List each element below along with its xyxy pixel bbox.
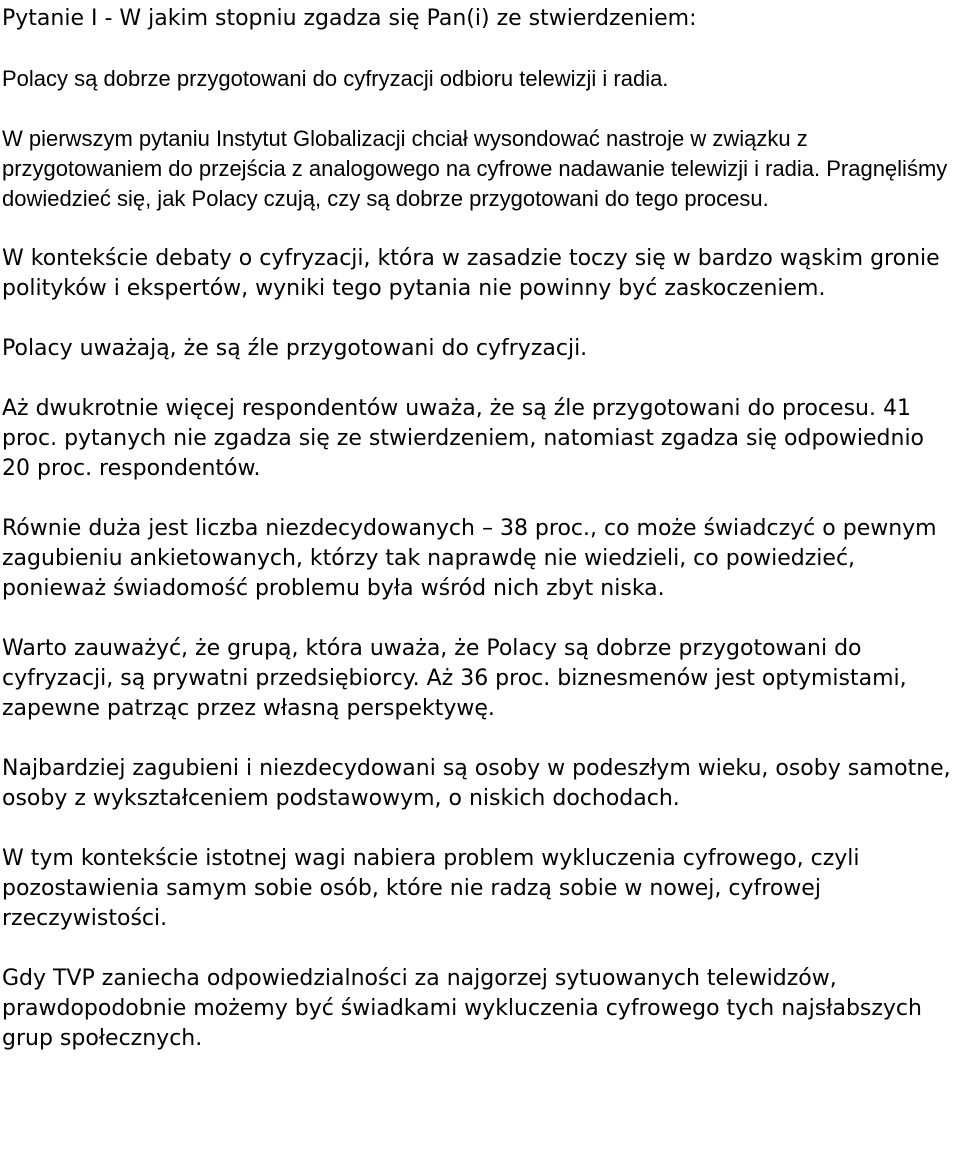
elderly-paragraph: Najbardziej zagubieni i niezdecydowani są osoby w podeszłym wieku, osoby samotne, osoby z wykształceniem podstawowym, o niskich dochodach. [2,756,951,811]
intro-paragraph: W pierwszym pytaniu Instytut Globalizacji chciał wysondować nastroje w związku z przygotowaniem do przejścia z analogowego na cyfrowe nadawanie telewizji i radia. Pragnęliśmy dowiedzieć się, jak Polacy czują, czy są dobrze przygotowani do tego procesu. [2,126,948,211]
question-heading: Pytanie I - W jakim stopniu zgadza się Pan(i) ze stwierdzeniem: [2,6,697,31]
question-statement: Polacy są dobrze przygotowani do cyfryzacji odbioru telewizji i radia. [2,66,669,91]
tvp-paragraph: Gdy TVP zaniecha odpowiedzialności za najgorzej sytuowanych telewidzów, prawdopodobnie możemy być świadkami wykluczenia cyfrowego tych najsłabszych grup społecznych. [2,966,922,1051]
undecided-paragraph: Równie duża jest liczba niezdecydowanych – 38 proc., co może świadczyć o pewnym zagubieniu ankietowanych, którzy tak naprawdę nie wiedzieli, co powiedzieć, ponieważ świadomość problemu była wśród nich zbyt niska. [2,516,937,601]
summary-paragraph: Polacy uważają, że są źle przygotowani do cyfryzacji. [2,336,588,361]
entrepreneurs-paragraph: Warto zauważyć, że grupą, która uważa, że Polacy są dobrze przygotowani do cyfryzacji, są prywatni przedsiębiorcy. Aż 36 proc. biznesmenów jest optymistami, zapewne patrząc przez własną perspektywę. [2,636,907,721]
context-paragraph: W kontekście debaty o cyfryzacji, która w zasadzie toczy się w bardzo wąskim gronie polityków i ekspertów, wyniki tego pytania nie powinny być zaskoczeniem. [2,246,940,301]
results-paragraph: Aż dwukrotnie więcej respondentów uważa, że są źle przygotowani do procesu. 41 proc. pytanych nie zgadza się ze stwierdzeniem, natomiast zgadza się odpowiednio 20 proc. respondentów. [2,396,925,481]
exclusion-paragraph: W tym kontekście istotnej wagi nabiera problem wykluczenia cyfrowego, czyli pozostawienia samym sobie osób, które nie radzą sobie w nowej, cyfrowej rzeczywistości. [2,846,860,931]
